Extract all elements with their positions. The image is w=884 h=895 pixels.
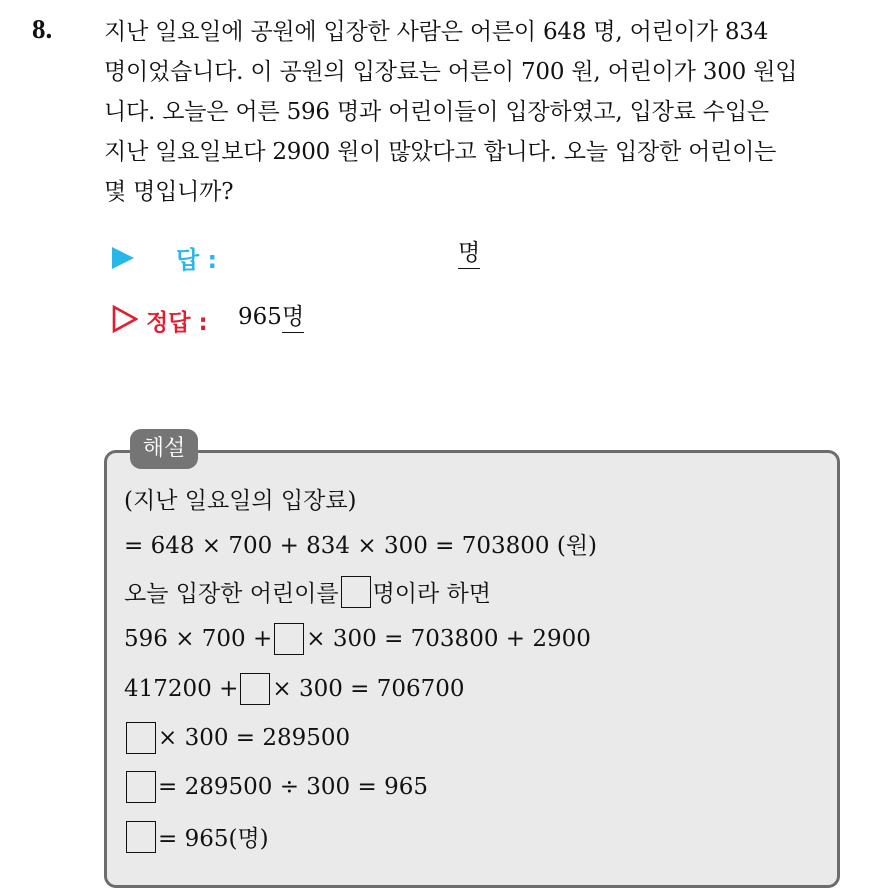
blank-box	[126, 821, 156, 853]
correct-answer-value: 965	[238, 304, 282, 330]
explanation-text: × 300 = 706700	[272, 676, 465, 702]
outline-arrow-icon	[112, 305, 138, 333]
explanation-line	[124, 820, 269, 853]
correct-answer-row	[108, 300, 508, 340]
explanation-text: × 300 = 289500	[158, 725, 351, 751]
explanation-line	[124, 623, 591, 655]
correct-answer-label: 정답 :	[146, 310, 208, 336]
explanation-text: × 300 = 703800 + 2900	[306, 626, 591, 652]
question-line: 몇 명입니까?	[104, 179, 234, 205]
explanation-text: = 965(명)	[158, 826, 269, 852]
explanation-text: (지난 일요일의 입장료)	[124, 488, 357, 514]
blank-box	[341, 576, 371, 608]
blank-box	[126, 771, 156, 803]
question-line: 지난 일요일보다 2900 원이 많았다고 합니다. 오늘 입장한 어린이는	[104, 139, 777, 165]
question-line: 지난 일요일에 공원에 입장한 사람은 어른이 648 명, 어린이가 834	[104, 19, 769, 45]
question-line: 니다. 오늘은 어른 596 명과 어린이들이 입장하였고, 입장료 수입은	[104, 99, 769, 125]
play-arrow-icon	[112, 247, 134, 269]
correct-answer-unit: 명	[282, 302, 304, 333]
question-text	[104, 12, 864, 212]
explanation-text: 명이라 하면	[372, 581, 491, 607]
explanation-line	[124, 722, 350, 754]
explanation-line	[124, 673, 465, 705]
explanation-text: = 289500 ÷ 300 = 965	[158, 774, 428, 800]
blank-box	[126, 722, 156, 754]
explanation-tag: 해설	[130, 429, 198, 469]
explanation-line	[124, 482, 357, 515]
blank-box	[240, 673, 270, 705]
question-number: 8.	[32, 14, 53, 44]
explanation-line	[124, 771, 428, 803]
answer-input[interactable]	[258, 242, 452, 272]
explanation-text: = 648 × 700 + 834 × 300 = 703800 (원)	[124, 533, 598, 559]
answer-unit: 명	[458, 238, 480, 269]
explanation-text: 오늘 입장한 어린이를	[124, 581, 339, 607]
explanation-text: 417200 +	[124, 676, 239, 702]
explanation-line	[124, 527, 597, 560]
blank-box	[274, 623, 304, 655]
explanation-line	[124, 575, 491, 608]
answer-row	[108, 236, 528, 276]
question-line: 명이었습니다. 이 공원의 입장료는 어른이 700 원, 어린이가 300 원입	[104, 59, 798, 85]
answer-label: 답 :	[176, 246, 218, 274]
explanation-text: 596 × 700 +	[124, 626, 273, 652]
